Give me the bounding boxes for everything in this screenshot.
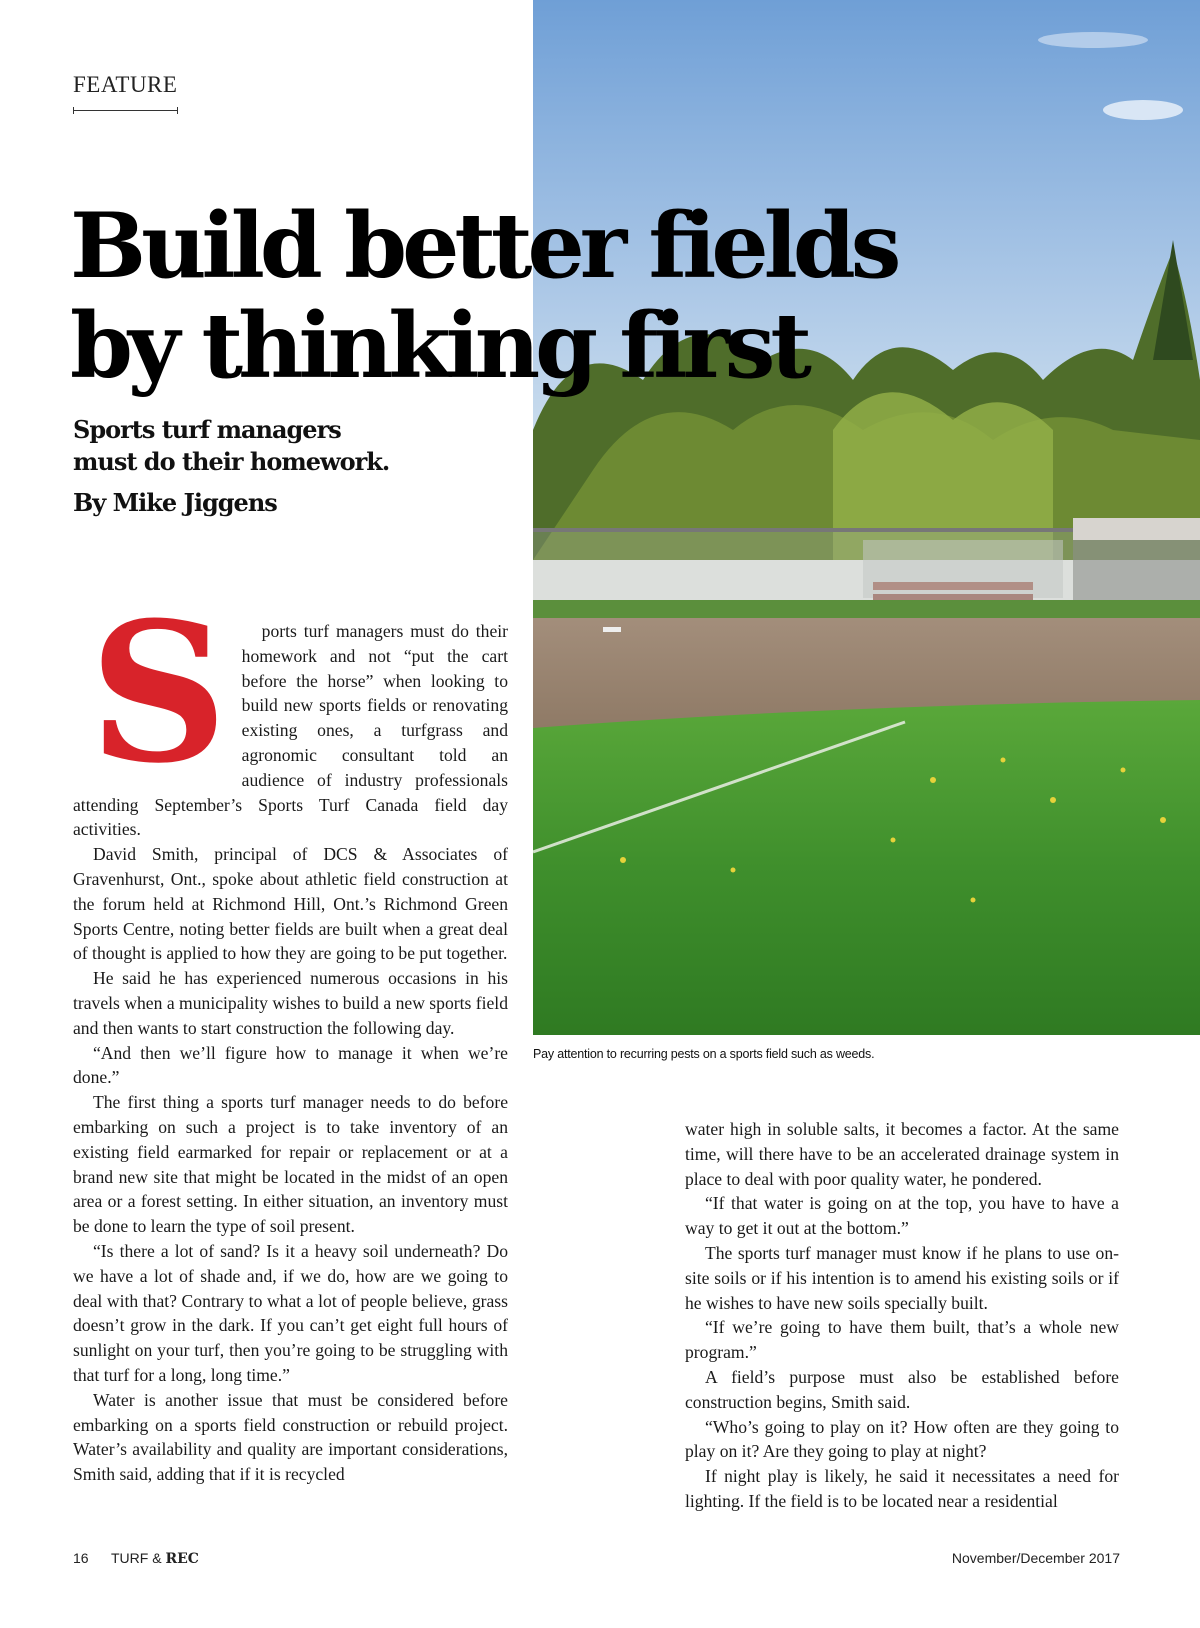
body-paragraph bbox=[73, 581, 508, 842]
magazine-name-part-2: REC bbox=[165, 1551, 199, 1567]
page-number: 16 bbox=[73, 1550, 89, 1566]
body-paragraph: He said he has experienced numerous occasions in his travels when a municipality wishes to build a new sports field and then wants to start construction the following day. bbox=[73, 968, 508, 1038]
deck bbox=[73, 414, 493, 478]
body-paragraph: David Smith, principal of DCS & Associates of Gravenhurst, Ont., spoke about athletic field construction at the forum held at Richmond Hill, Ont.’s Richmond Green Sports Centre, noting better fields are built when a great deal of thought is applied to how they are going to be put together. bbox=[73, 844, 508, 964]
body-paragraph: “And then we’ll figure how to manage it when we’re done.” bbox=[73, 1042, 508, 1088]
body-paragraph: The first thing a sports turf manager needs to do before embarking on such a project is to take inventory of an existing field earmarked for repair or replacement or at a brand new site that might be located in the midst of an open area or a forest setting. In either situation, an inventory must be done to learn the type of soil present. bbox=[73, 1092, 508, 1237]
body-paragraph: “If we’re going to have them built, that’s a whole new program.” bbox=[685, 1317, 1119, 1363]
section-rule bbox=[73, 110, 178, 111]
body-paragraph: The sports turf manager must know if he plans to use on-site soils or if his intention is to amend his existing soils or if he wishes to have new soils specially built. bbox=[685, 1242, 1119, 1313]
deck-line-1: Sports turf managers bbox=[73, 415, 341, 444]
headline bbox=[70, 193, 1170, 399]
photo-caption: Pay attention to recurring pests on a sports field such as weeds. bbox=[533, 1047, 875, 1061]
body-paragraph: A field’s purpose must also be established before construction begins, Smith said. bbox=[685, 1366, 1119, 1412]
body-paragraph-text: ports turf managers must do their homework and not “put the cart before the horse” when looking to build new sports fields or renovating existing ones, a turfgrass and agronomic consultant told an audience of industry professionals attending September’s Sports Turf Canada field day activities. bbox=[73, 621, 508, 840]
issue-date: November/December 2017 bbox=[951, 1550, 1120, 1566]
body-paragraph: “If that water is going on at the top, you have to have a way to get it out at the bottom.” bbox=[685, 1193, 1119, 1239]
section-label: FEATURE bbox=[73, 72, 178, 97]
body-paragraph: “Is there a lot of sand? Is it a heavy soil underneath? Do we have a lot of shade and, if we do, how are we going to deal with that? Contrary to what a lot of people believe, grass doesn’t grow in the dark. If you can’t get eight full hours of sunlight on your turf, then you’re going to be struggling with that turf for a long, long time.” bbox=[73, 1240, 508, 1385]
magazine-name-part-1: TURF & bbox=[111, 1550, 162, 1566]
body-paragraph: “Who’s going to play on it? How often are they going to play on it? Are they going to play at night? bbox=[685, 1416, 1119, 1462]
body-paragraph: If night play is likely, he said it necessitates a need for lighting. If the field is to be located near a residential bbox=[685, 1466, 1119, 1511]
magazine-name bbox=[111, 1550, 199, 1567]
body-column-left bbox=[73, 581, 508, 1487]
body-paragraph: water high in soluble salts, it becomes a factor. At the same time, will there have to be an accelerated drainage system in place to deal with poor quality water, he pondered. bbox=[685, 1119, 1119, 1189]
drop-cap: S bbox=[89, 581, 228, 806]
headline-line-1: Build better fields bbox=[70, 193, 897, 299]
deck-line-2: must do their homework. bbox=[73, 447, 390, 476]
headline-line-2: by thinking first bbox=[70, 293, 807, 399]
byline: By Mike Jiggens bbox=[73, 488, 277, 517]
feature-photo bbox=[533, 0, 1200, 1035]
body-column-right bbox=[685, 1117, 1119, 1514]
body-paragraph: Water is another issue that must be considered before embarking on a sports field construction or rebuild project. Water’s availability and quality are important considerations, Smith said, adding that if it is recycled bbox=[73, 1389, 508, 1485]
